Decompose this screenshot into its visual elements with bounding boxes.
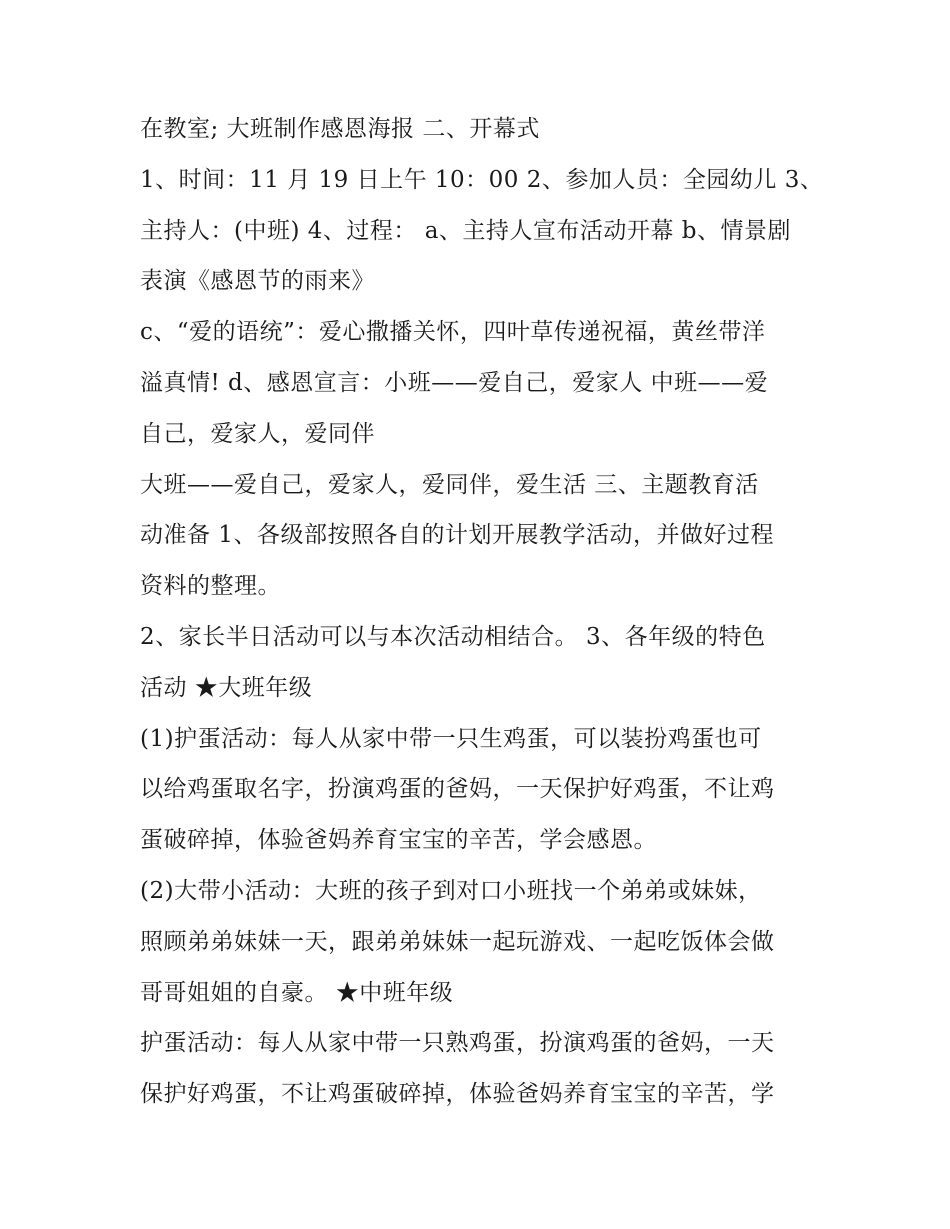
text-line: 保护好鸡蛋，不让鸡蛋破碎掉，体验爸妈养育宝宝的辛苦，学 [140,1081,775,1108]
text-line: 以给鸡蛋取名字，扮演鸡蛋的爸妈，一天保护好鸡蛋，不让鸡 [140,776,775,803]
text-line: 活动 ★大班年级 [140,674,313,701]
text-line: (2)大带小活动：大班的孩子到对口小班找一个弟弟或妹妹， [140,877,762,904]
text-line: c、“爱的语统”：爱心撒播关怀，四叶草传递祝福，黄丝带洋 [140,319,766,346]
text-line: 资料的整理。 [140,573,281,600]
text-line: 大班——爱自己，爱家人，爱同伴，爱生活 三、主题教育活 [140,471,759,498]
text-line: 动准备 1、各级部按照各自的计划开展教学活动，并做好过程 [140,522,774,549]
text-line: 溢真情! d、感恩宣言：小班——爱自己，爱家人 中班——爱 [140,369,769,396]
document-body [140,104,830,1120]
text-line: 表演《感恩节的雨来》 [140,268,375,295]
text-line: 主持人：(中班) 4、过程： a、主持人宣布活动开幕 b、情景剧 [140,217,791,244]
text-line: 自己，爱家人，爱同伴 [140,420,375,447]
text-line: 护蛋活动：每人从家中带一只熟鸡蛋，扮演鸡蛋的爸妈，一天 [140,1030,775,1057]
text-line: 哥哥姐姐的自豪。 ★中班年级 [140,979,454,1006]
text-line: 照顾弟弟妹妹一天，跟弟弟妹妹一起玩游戏、一起吃饭体会做 [140,928,775,955]
text-line: 1、时间：11 月 19 日上午 10：00 2、参加人员：全园幼儿 3、 [140,166,824,193]
text-line: 2、家长半日活动可以与本次活动相结合。 3、各年级的特色 [140,623,766,650]
text-line: (1)护蛋活动：每人从家中带一只生鸡蛋，可以装扮鸡蛋也可 [140,725,762,752]
text-line: 在教室; 大班制作感恩海报 二、开幕式 [140,116,540,142]
text-line: 蛋破碎掉，体验爸妈养育宝宝的辛苦，学会感恩。 [140,827,657,854]
